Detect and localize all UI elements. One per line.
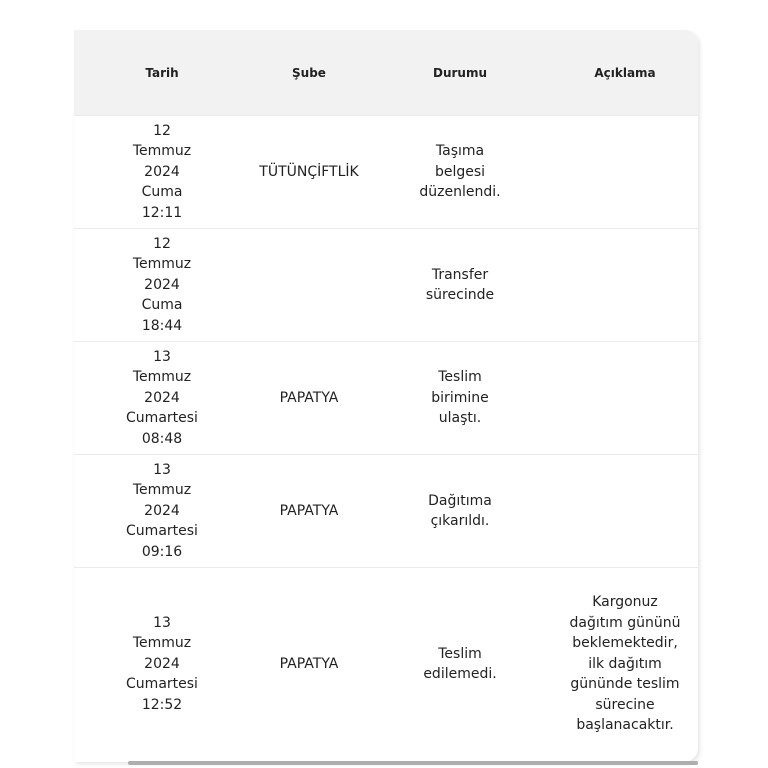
date-time: 12:52 (141, 696, 183, 713)
table-row (74, 116, 698, 229)
cell-branch: PAPATYA (250, 568, 368, 761)
date-day: 13 (153, 348, 171, 365)
horizontal-scrollbar[interactable] (128, 761, 698, 765)
cell-description (552, 568, 698, 761)
cell-branch (250, 229, 368, 342)
table-row (74, 568, 698, 761)
date-month: Temmuz (132, 143, 192, 160)
date-time: 12:11 (141, 204, 183, 221)
date-year: 2024 (144, 389, 180, 406)
date-month: Temmuz (132, 256, 192, 273)
date-day: 13 (153, 461, 171, 478)
date-time: 09:16 (141, 543, 183, 560)
date-weekday: Cumartesi (126, 523, 198, 540)
header-description: Açıklama (552, 30, 698, 116)
status-text: Transfer sürecinde (425, 266, 495, 303)
date-weekday: Cuma (141, 297, 183, 314)
date-year: 2024 (144, 502, 180, 519)
cell-branch: TÜTÜNÇİFTLİK (250, 116, 368, 229)
cell-description (552, 455, 698, 568)
status-text: Teslim edilemedi. (423, 645, 497, 682)
header-branch: Şube (250, 30, 368, 116)
cell-status (368, 568, 552, 761)
cell-date (74, 568, 250, 761)
table-row (74, 229, 698, 342)
date-month: Temmuz (132, 482, 192, 499)
date-weekday: Cuma (141, 184, 183, 201)
status-text: Dağıtıma çıkarıldı. (428, 492, 492, 529)
date-day: 12 (153, 122, 171, 139)
cell-date (74, 455, 250, 568)
cell-status (368, 455, 552, 568)
cell-description (552, 229, 698, 342)
header-status: Durumu (368, 30, 552, 116)
table-row (74, 455, 698, 568)
date-year: 2024 (144, 163, 180, 180)
cell-date (74, 229, 250, 342)
description-text: Kargonuz dağıtım gününü beklemektedir, ilk dağıtım gününde teslim sürecine başlanacaktır. (569, 594, 681, 734)
cell-date (74, 342, 250, 455)
cell-date (74, 116, 250, 229)
status-text: Taşıma belgesi düzenlendi. (419, 143, 501, 201)
cell-description (552, 342, 698, 455)
date-time: 08:48 (141, 430, 183, 447)
tracking-table (74, 30, 698, 760)
date-day: 13 (153, 614, 171, 631)
cell-status (368, 116, 552, 229)
table-body (74, 116, 698, 761)
date-year: 2024 (144, 655, 180, 672)
date-weekday: Cumartesi (126, 410, 198, 427)
header-date: Tarih (74, 30, 250, 116)
cell-branch: PAPATYA (250, 342, 368, 455)
date-year: 2024 (144, 276, 180, 293)
cell-branch: PAPATYA (250, 455, 368, 568)
shipment-tracking-card (74, 30, 698, 762)
cell-status (368, 342, 552, 455)
table-header (74, 30, 698, 116)
date-weekday: Cumartesi (126, 676, 198, 693)
date-month: Temmuz (132, 635, 192, 652)
table-row (74, 342, 698, 455)
status-text: Teslim birimine ulaştı. (431, 369, 489, 427)
date-day: 12 (153, 235, 171, 252)
cell-status (368, 229, 552, 342)
header-row (74, 30, 698, 116)
cell-description (552, 116, 698, 229)
date-time: 18:44 (141, 317, 183, 334)
date-month: Temmuz (132, 369, 192, 386)
